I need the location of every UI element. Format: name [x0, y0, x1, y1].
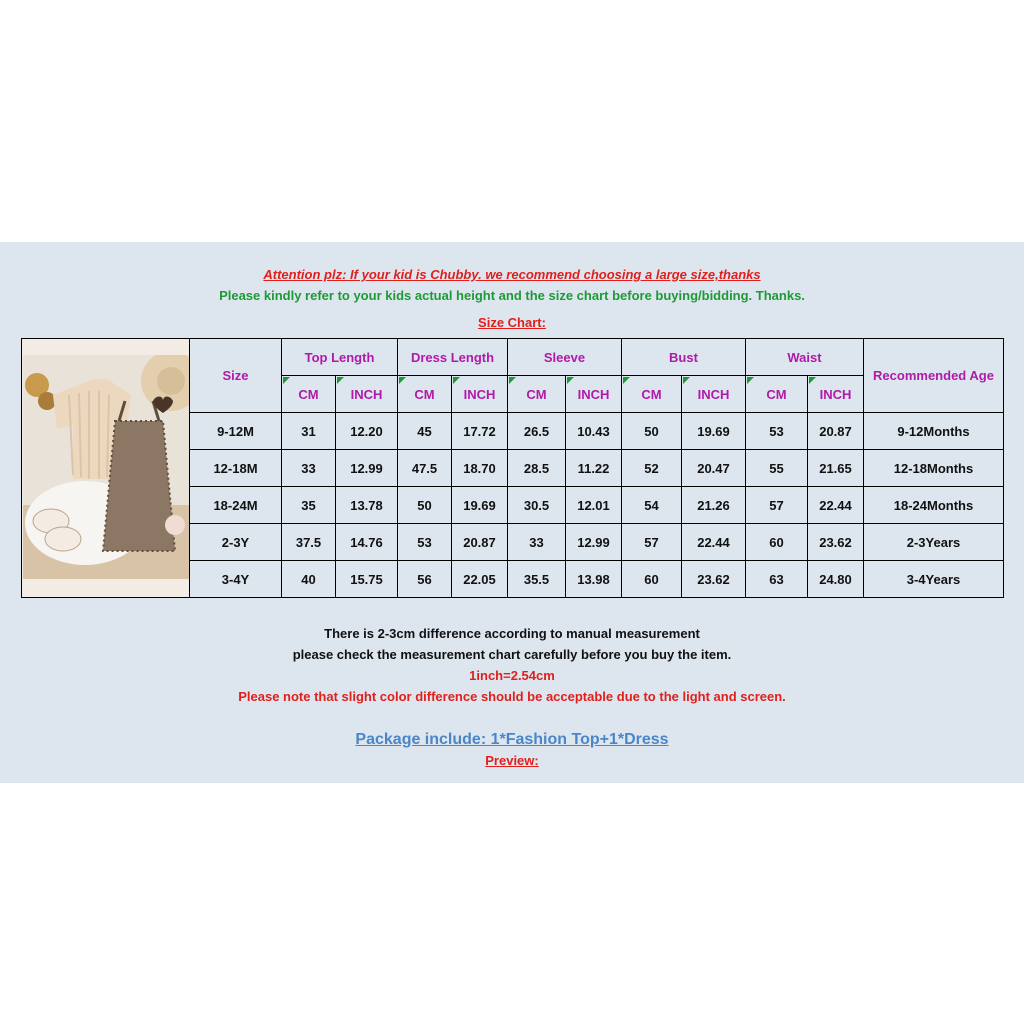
value-cell: 47.5 [398, 450, 452, 487]
value-cell: 28.5 [508, 450, 566, 487]
value-cell: 37.5 [282, 524, 336, 561]
value-cell: 20.87 [808, 413, 864, 450]
value-cell: 22.05 [452, 561, 508, 598]
value-cell: 63 [746, 561, 808, 598]
bust-inch-header: INCH [682, 376, 746, 413]
product-photo [22, 339, 190, 598]
size-header: Size [190, 339, 282, 413]
inch-conversion-note: 1inch=2.54cm [469, 668, 555, 683]
value-cell: 20.87 [452, 524, 508, 561]
size-cell: 12-18M [190, 450, 282, 487]
value-cell: 11.22 [566, 450, 622, 487]
value-cell: 57 [746, 487, 808, 524]
value-cell: 40 [282, 561, 336, 598]
value-cell: 12.20 [336, 413, 398, 450]
measurement-difference-note: There is 2-3cm difference according to manual measurement [324, 626, 700, 641]
value-cell: 14.76 [336, 524, 398, 561]
recommended-age-header: Recommended Age [864, 339, 1004, 413]
value-cell: 54 [622, 487, 682, 524]
color-difference-note: Please note that slight color difference should be acceptable due to the light and screen. [238, 689, 786, 704]
value-cell: 52 [622, 450, 682, 487]
age-cell: 18-24Months [864, 487, 1004, 524]
preview-label: Preview: [485, 753, 539, 768]
value-cell: 53 [746, 413, 808, 450]
top-length-inch-header: INCH [336, 376, 398, 413]
size-chart-panel [0, 242, 1024, 783]
value-cell: 56 [398, 561, 452, 598]
value-cell: 60 [746, 524, 808, 561]
value-cell: 50 [398, 487, 452, 524]
value-cell: 57 [622, 524, 682, 561]
size-cell: 3-4Y [190, 561, 282, 598]
top-length-header: Top Length [282, 339, 398, 376]
value-cell: 20.47 [682, 450, 746, 487]
value-cell: 45 [398, 413, 452, 450]
value-cell: 30.5 [508, 487, 566, 524]
value-cell: 24.80 [808, 561, 864, 598]
value-cell: 19.69 [682, 413, 746, 450]
value-cell: 26.5 [508, 413, 566, 450]
value-cell: 23.62 [682, 561, 746, 598]
value-cell: 10.43 [566, 413, 622, 450]
age-cell: 3-4Years [864, 561, 1004, 598]
check-chart-note: please check the measurement chart carefully before you buy the item. [292, 647, 732, 662]
value-cell: 50 [622, 413, 682, 450]
value-cell: 22.44 [682, 524, 746, 561]
value-cell: 35 [282, 487, 336, 524]
value-cell: 12.99 [566, 524, 622, 561]
age-cell: 12-18Months [864, 450, 1004, 487]
value-cell: 17.72 [452, 413, 508, 450]
size-cell: 18-24M [190, 487, 282, 524]
value-cell: 33 [508, 524, 566, 561]
attention-note: Attention plz: If your kid is Chubby. we recommend choosing a large size,thanks [263, 267, 761, 282]
value-cell: 12.99 [336, 450, 398, 487]
value-cell: 55 [746, 450, 808, 487]
size-cell: 2-3Y [190, 524, 282, 561]
value-cell: 13.78 [336, 487, 398, 524]
sleeve-header: Sleeve [508, 339, 622, 376]
value-cell: 23.62 [808, 524, 864, 561]
waist-header: Waist [746, 339, 864, 376]
size-table [21, 338, 1004, 598]
waist-inch-header: INCH [808, 376, 864, 413]
waist-cm-header: CM [746, 376, 808, 413]
value-cell: 35.5 [508, 561, 566, 598]
value-cell: 12.01 [566, 487, 622, 524]
bust-cm-header: CM [622, 376, 682, 413]
value-cell: 22.44 [808, 487, 864, 524]
value-cell: 18.70 [452, 450, 508, 487]
dress-length-header: Dress Length [398, 339, 508, 376]
size-cell: 9-12M [190, 413, 282, 450]
dress-length-inch-header: INCH [452, 376, 508, 413]
value-cell: 60 [622, 561, 682, 598]
size-chart-label: Size Chart: [478, 315, 546, 330]
kindly-refer-note: Please kindly refer to your kids actual height and the size chart before buying/bidding. Thanks. [219, 288, 805, 303]
top-length-cm-header: CM [282, 376, 336, 413]
outfit-image [23, 355, 189, 579]
dress-length-cm-header: CM [398, 376, 452, 413]
value-cell: 31 [282, 413, 336, 450]
value-cell: 21.26 [682, 487, 746, 524]
age-cell: 2-3Years [864, 524, 1004, 561]
value-cell: 15.75 [336, 561, 398, 598]
bust-header: Bust [622, 339, 746, 376]
value-cell: 53 [398, 524, 452, 561]
package-include-link[interactable]: Package include: 1*Fashion Top+1*Dress [355, 731, 669, 748]
age-cell: 9-12Months [864, 413, 1004, 450]
value-cell: 13.98 [566, 561, 622, 598]
sleeve-inch-header: INCH [566, 376, 622, 413]
value-cell: 19.69 [452, 487, 508, 524]
sleeve-cm-header: CM [508, 376, 566, 413]
value-cell: 33 [282, 450, 336, 487]
value-cell: 21.65 [808, 450, 864, 487]
